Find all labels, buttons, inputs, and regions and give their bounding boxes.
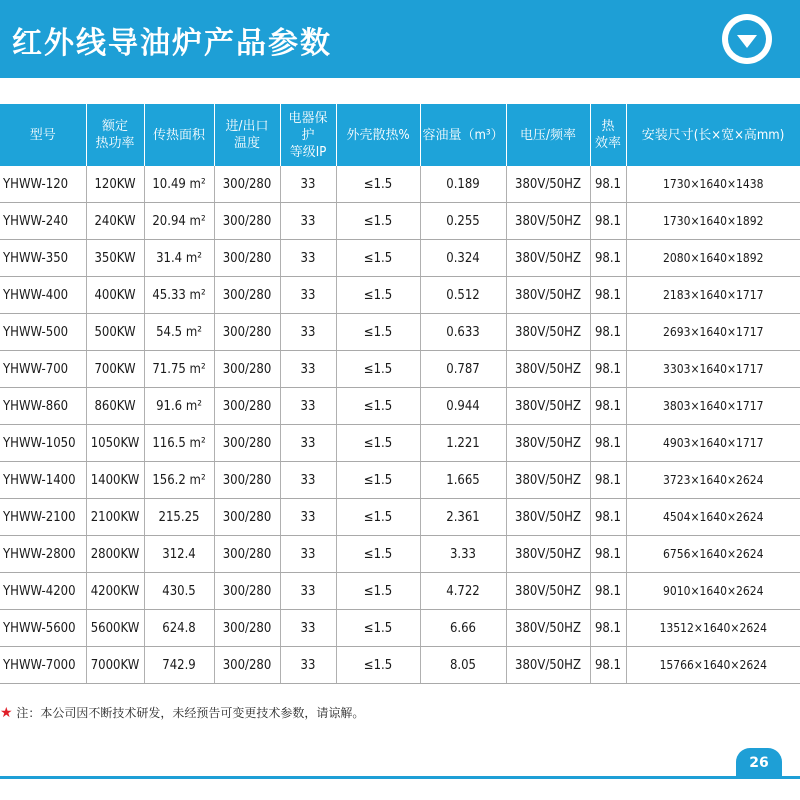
table-cell: 300/280 [214, 277, 280, 314]
table-header-row [0, 104, 800, 166]
table-cell: 0.944 [420, 388, 506, 425]
table-cell: 380V/50HZ [506, 499, 590, 536]
table-cell: 98.1 [590, 203, 626, 240]
table-cell: 98.1 [590, 610, 626, 647]
table-cell: 500KW [86, 314, 144, 351]
table-cell: 33 [280, 277, 336, 314]
table-cell: ≤1.5 [336, 203, 420, 240]
table-cell: 300/280 [214, 425, 280, 462]
table-cell: 380V/50HZ [506, 610, 590, 647]
table-cell: YHWW-2800 [0, 536, 86, 573]
table-cell: 98.1 [590, 166, 626, 203]
table-cell: 4504×1640×2624 [626, 499, 800, 536]
column-header: 电压/频率 [506, 104, 590, 166]
table-cell: 380V/50HZ [506, 388, 590, 425]
table-row [0, 573, 800, 610]
table-cell: 300/280 [214, 388, 280, 425]
table-cell: ≤1.5 [336, 573, 420, 610]
table-cell: 54.5 m² [144, 314, 214, 351]
column-header: 额定 热功率 [86, 104, 144, 166]
page-number: 26 [736, 748, 782, 778]
table-cell: 98.1 [590, 462, 626, 499]
table-cell: 380V/50HZ [506, 277, 590, 314]
table-cell: 3723×1640×2624 [626, 462, 800, 499]
table-cell: 300/280 [214, 351, 280, 388]
table-cell: 240KW [86, 203, 144, 240]
table-cell: 0.787 [420, 351, 506, 388]
table-cell: 15766×1640×2624 [626, 647, 800, 684]
table-cell: 2693×1640×1717 [626, 314, 800, 351]
table-cell: 1400KW [86, 462, 144, 499]
table-row [0, 425, 800, 462]
table-cell: 1730×1640×1438 [626, 166, 800, 203]
column-header: 进/出口 温度 [214, 104, 280, 166]
table-cell: 156.2 m² [144, 462, 214, 499]
table-cell: 33 [280, 573, 336, 610]
table-cell: 120KW [86, 166, 144, 203]
table-cell: 0.189 [420, 166, 506, 203]
table-cell: 300/280 [214, 462, 280, 499]
table-cell: 3803×1640×1717 [626, 388, 800, 425]
table-cell: 98.1 [590, 388, 626, 425]
table-cell: ≤1.5 [336, 610, 420, 647]
table-cell: YHWW-400 [0, 277, 86, 314]
table-row [0, 610, 800, 647]
table-cell: 6.66 [420, 610, 506, 647]
table-cell: 33 [280, 462, 336, 499]
table-cell: 0.324 [420, 240, 506, 277]
table-cell: 33 [280, 203, 336, 240]
table-cell: 700KW [86, 351, 144, 388]
spec-table [0, 104, 800, 684]
table-cell: 98.1 [590, 536, 626, 573]
table-cell: ≤1.5 [336, 536, 420, 573]
table-cell: 33 [280, 647, 336, 684]
table-cell: 33 [280, 536, 336, 573]
table-cell: YHWW-350 [0, 240, 86, 277]
table-row [0, 536, 800, 573]
table-cell: 6756×1640×2624 [626, 536, 800, 573]
table-cell: 2100KW [86, 499, 144, 536]
table-cell: 33 [280, 388, 336, 425]
chevron-down-circle-icon[interactable] [722, 14, 772, 64]
table-cell: 0.255 [420, 203, 506, 240]
table-row [0, 647, 800, 684]
table-cell: 400KW [86, 277, 144, 314]
table-cell: 380V/50HZ [506, 573, 590, 610]
table-cell: 98.1 [590, 425, 626, 462]
table-row [0, 351, 800, 388]
table-cell: 33 [280, 314, 336, 351]
table-row [0, 499, 800, 536]
table-cell: 98.1 [590, 351, 626, 388]
column-header: 型号 [0, 104, 86, 166]
table-cell: 300/280 [214, 647, 280, 684]
table-cell: YHWW-5600 [0, 610, 86, 647]
table-body [0, 166, 800, 684]
table-cell: 300/280 [214, 166, 280, 203]
table-cell: ≤1.5 [336, 166, 420, 203]
table-cell: 33 [280, 240, 336, 277]
table-cell: 33 [280, 610, 336, 647]
table-cell: ≤1.5 [336, 499, 420, 536]
table-cell: 312.4 [144, 536, 214, 573]
table-cell: 31.4 m² [144, 240, 214, 277]
table-cell: 4.722 [420, 573, 506, 610]
table-cell: ≤1.5 [336, 647, 420, 684]
table-cell: YHWW-700 [0, 351, 86, 388]
table-cell: 33 [280, 166, 336, 203]
table-cell: 71.75 m² [144, 351, 214, 388]
table-cell: 1730×1640×1892 [626, 203, 800, 240]
table-cell: 300/280 [214, 573, 280, 610]
footnote-text: 注：本公司因不断技术研发，未经预告可变更技术参数，请谅解。 [16, 706, 365, 720]
table-cell: 860KW [86, 388, 144, 425]
table-cell: ≤1.5 [336, 388, 420, 425]
table-cell: ≤1.5 [336, 351, 420, 388]
table-cell: YHWW-1050 [0, 425, 86, 462]
column-header: 安装尺寸(长×宽×高mm) [626, 104, 800, 166]
table-cell: 98.1 [590, 573, 626, 610]
table-cell: 5600KW [86, 610, 144, 647]
column-header: 传热面积 [144, 104, 214, 166]
table-cell: 91.6 m² [144, 388, 214, 425]
table-cell: 1.221 [420, 425, 506, 462]
table-cell: 1.665 [420, 462, 506, 499]
footnote [0, 704, 364, 721]
table-cell: ≤1.5 [336, 240, 420, 277]
table-cell: 10.49 m² [144, 166, 214, 203]
table-cell: 116.5 m² [144, 425, 214, 462]
table-cell: 33 [280, 425, 336, 462]
table-cell: YHWW-240 [0, 203, 86, 240]
table-cell: 380V/50HZ [506, 351, 590, 388]
column-header: 外壳散热% [336, 104, 420, 166]
page-title: 红外线导油炉产品参数 [12, 26, 332, 61]
table-cell: 624.8 [144, 610, 214, 647]
table-row [0, 166, 800, 203]
table-cell: 98.1 [590, 277, 626, 314]
table-cell: ≤1.5 [336, 425, 420, 462]
table-cell: 3303×1640×1717 [626, 351, 800, 388]
table-cell: 2800KW [86, 536, 144, 573]
table-cell: 300/280 [214, 240, 280, 277]
table-cell: 98.1 [590, 647, 626, 684]
table-cell: ≤1.5 [336, 314, 420, 351]
table-cell: YHWW-4200 [0, 573, 86, 610]
table-cell: ≤1.5 [336, 277, 420, 314]
table-cell: 380V/50HZ [506, 203, 590, 240]
table-cell: 33 [280, 351, 336, 388]
table-cell: YHWW-860 [0, 388, 86, 425]
table-cell: 2183×1640×1717 [626, 277, 800, 314]
table-cell: YHWW-120 [0, 166, 86, 203]
table-row [0, 277, 800, 314]
table-cell: 8.05 [420, 647, 506, 684]
table-cell: YHWW-7000 [0, 647, 86, 684]
column-header: 容油量（m³） [420, 104, 506, 166]
table-cell: 300/280 [214, 203, 280, 240]
table-cell: 3.33 [420, 536, 506, 573]
table-cell: 9010×1640×2624 [626, 573, 800, 610]
table-cell: 742.9 [144, 647, 214, 684]
table-row [0, 240, 800, 277]
table-cell: 98.1 [590, 240, 626, 277]
table-cell: 300/280 [214, 499, 280, 536]
table-cell: 380V/50HZ [506, 240, 590, 277]
table-cell: 1050KW [86, 425, 144, 462]
table-cell: 7000KW [86, 647, 144, 684]
table-row [0, 462, 800, 499]
table-cell: 300/280 [214, 536, 280, 573]
table-cell: ≤1.5 [336, 462, 420, 499]
column-header: 电器保护 等级IP [280, 104, 336, 166]
table-cell: 2080×1640×1892 [626, 240, 800, 277]
table-cell: 98.1 [590, 499, 626, 536]
table-cell: 98.1 [590, 314, 626, 351]
table-cell: 0.512 [420, 277, 506, 314]
table-cell: 215.25 [144, 499, 214, 536]
table-cell: 380V/50HZ [506, 166, 590, 203]
table-cell: 4903×1640×1717 [626, 425, 800, 462]
star-icon: ★ [0, 705, 13, 721]
table-cell: 380V/50HZ [506, 425, 590, 462]
table-cell: 4200KW [86, 573, 144, 610]
table-cell: 300/280 [214, 314, 280, 351]
table-row [0, 388, 800, 425]
table-cell: 2.361 [420, 499, 506, 536]
table-cell: YHWW-1400 [0, 462, 86, 499]
table-cell: YHWW-500 [0, 314, 86, 351]
table-cell: 350KW [86, 240, 144, 277]
table-cell: 380V/50HZ [506, 647, 590, 684]
bottom-rule [0, 776, 800, 779]
table-cell: 430.5 [144, 573, 214, 610]
spacer [0, 78, 800, 104]
table-row [0, 203, 800, 240]
table-cell: 45.33 m² [144, 277, 214, 314]
table-cell: YHWW-2100 [0, 499, 86, 536]
table-cell: 380V/50HZ [506, 314, 590, 351]
table-cell: 33 [280, 499, 336, 536]
table-cell: 13512×1640×2624 [626, 610, 800, 647]
table-cell: 20.94 m² [144, 203, 214, 240]
table-cell: 380V/50HZ [506, 462, 590, 499]
table-row [0, 314, 800, 351]
table-cell: 380V/50HZ [506, 536, 590, 573]
table-cell: 300/280 [214, 610, 280, 647]
title-banner [0, 0, 800, 78]
table-cell: 0.633 [420, 314, 506, 351]
column-header: 热 效率 [590, 104, 626, 166]
